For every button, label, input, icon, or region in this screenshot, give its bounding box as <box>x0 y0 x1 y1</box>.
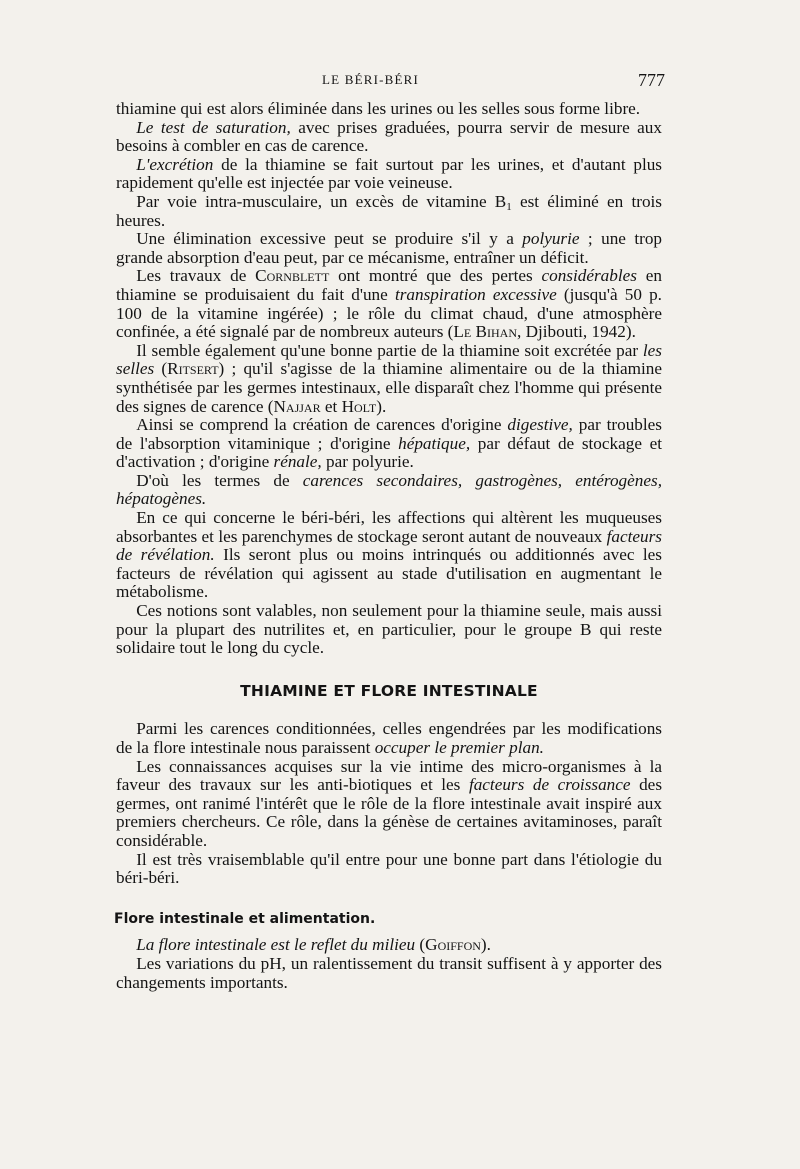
paragraph: Ainsi se comprend la création de carences d'origine digestive, par troubles de l'absorption vitaminique ; d'origine hépatique, par défaut de stockage et d'activation ; d'origine rénale, par polyurie. <box>116 415 662 472</box>
paragraph: Le test de saturation, avec prises graduées, pourra servir de mesure aux besoins à combler en cas de carence. <box>116 117 662 156</box>
paragraph: Il est très vraisemblable qu'il entre pour une bonne part dans l'étiologie du béri-béri. <box>116 849 662 888</box>
page-number: 777 <box>638 70 665 90</box>
body-text <box>116 100 662 992</box>
paragraph: Les travaux de Cornblett ont montré que des pertes considérables en thiamine se produisaient du fait d'une transpiration excessive (jusqu'à 50 p. 100 de la vitamine ingérée) ; le rôle du climat chaud, d'une atmosphère confinée, a été signalé par de nombreux auteurs (Le Bihan, Djibouti, 1942). <box>116 266 662 342</box>
paragraph: Il semble également qu'une bonne partie de la thiamine soit excrétée par les selles (Ritsert) ; qu'il s'agisse de la thiamine alimentaire ou de la thiamine synthétisée par les germes intestinaux, elle disparaît chez l'homme qui présente des signes de carence (Najjar et Holt). <box>116 340 662 416</box>
section-title: THIAMINE ET FLORE INTESTINALE <box>240 681 538 700</box>
running-title: LE BÉRI-BÉRI <box>322 72 420 87</box>
paragraph: L'excrétion de la thiamine se fait surtout par les urines, et d'autant plus rapidement qu'elle est injectée par voie veineuse. <box>116 154 662 193</box>
paragraph: Par voie intra-musculaire, un excès de vitamine $B_1$ est éliminé en trois heures. <box>116 191 662 230</box>
paragraph: Une élimination excessive peut se produire s'il y a polyurie ; une trop grande absorption d'eau peut, par ce mécanisme, entraîner un déficit. <box>116 229 663 267</box>
paragraph: Les variations du pH, un ralentissement du transit suffisent à y apporter des changements importants. <box>116 953 662 992</box>
paragraph: thiamine qui est alors éliminée dans les urines ou les selles sous forme libre. <box>116 99 641 118</box>
paragraph: Ces notions sont valables, non seulement pour la thiamine seule, mais aussi pour la plupart des nutrilites et, en particulier, pour le groupe B qui reste solidaire tout le long du cycle. <box>116 601 662 658</box>
paragraph: Les connaissances acquises sur la vie intime des micro-organismes à la faveur des travaux sur les anti-biotiques et les facteurs de croissance des germes, ont ranimé l'intérêt que le rôle de la flore intestinale avait inspiré aux premiers chercheurs. Ce rôle, dans la génèse de certaines avitaminoses, paraît considérable. <box>116 756 663 850</box>
paragraph: En ce qui concerne le béri-béri, les affections qui altèrent les muqueuses absorbantes et les parenchymes de stockage seront autant de nouveaux facteurs de révélation. Ils seront plus ou moins intrinqués ou additionnés avec les facteurs de révélation qui agissent au stade d'utilisation en augmentant le métabolisme. <box>116 508 662 602</box>
paragraph: D'où les termes de carences secondaires, gastrogènes, entérogènes, hépatogènes. <box>116 470 662 509</box>
subsection-title: Flore intestinale et alimentation. <box>114 910 376 927</box>
page-header <box>0 70 800 94</box>
paragraph: La flore intestinale est le reflet du milieu (Goiffon). <box>136 935 491 955</box>
paragraph: Parmi les carences conditionnées, celles engendrées par les modifications de la flore intestinale nous paraissent occuper le premier plan. <box>116 719 662 757</box>
